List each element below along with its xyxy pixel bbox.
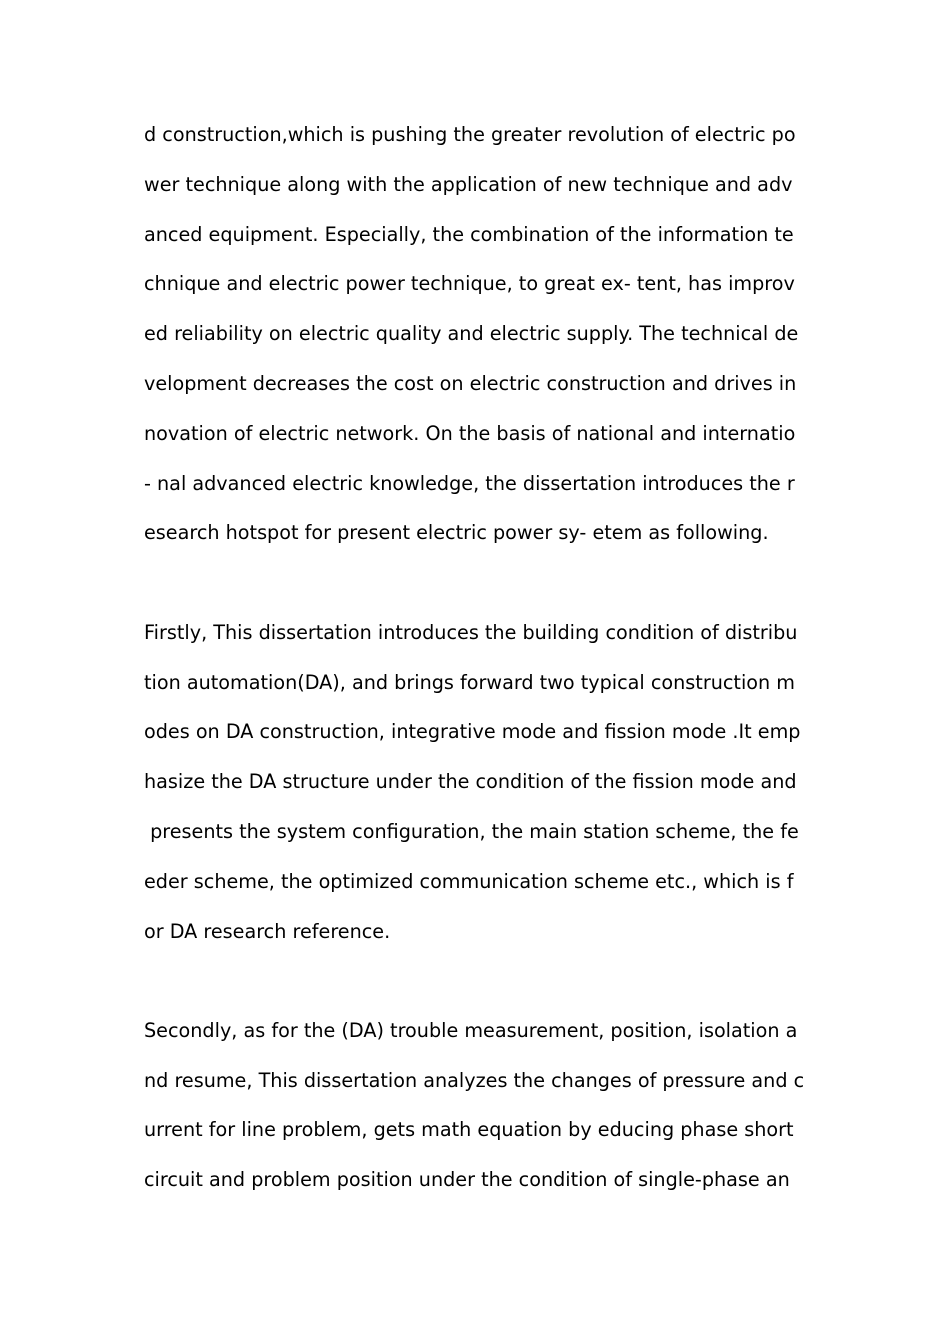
text-line: presents the system configuration, the main station scheme, the fe — [144, 820, 799, 843]
text-line: chnique and electric power technique, to great ex- tent, has improv — [144, 272, 795, 295]
text-line: eder scheme, the optimized communication scheme etc., which is f — [144, 870, 794, 893]
text-line: velopment decreases the cost on electric construction and drives in — [144, 372, 797, 395]
text-line: tion automation(DA), and brings forward two typical construction m — [144, 671, 795, 694]
text-line: or DA research reference. — [144, 920, 391, 943]
text-line: nd resume, This dissertation analyzes the changes of pressure and c — [144, 1069, 805, 1092]
text-line: ed reliability on electric quality and electric supply. The technical de — [144, 322, 799, 345]
text-line: Secondly, as for the (DA) trouble measurement, position, isolation a — [144, 1019, 798, 1042]
text-line: urrent for line problem, gets math equation by educing phase short — [144, 1118, 794, 1141]
text-line: esearch hotspot for present electric power sy- etem as following. — [144, 521, 769, 544]
text-line: odes on DA construction, integrative mode and fission mode .It emp — [144, 720, 801, 743]
text-line: anced equipment. Especially, the combination of the information te — [144, 223, 794, 246]
text-line: d construction,which is pushing the greater revolution of electric po — [144, 123, 796, 146]
text-line: novation of electric network. On the basis of national and internatio — [144, 422, 796, 445]
text-line: wer technique along with the application of new technique and adv — [144, 173, 793, 196]
text-line: hasize the DA structure under the condition of the fission mode and — [144, 770, 797, 793]
text-line: Firstly, This dissertation introduces the building condition of distribu — [144, 621, 798, 644]
text-line: circuit and problem position under the condition of single-phase an — [144, 1168, 790, 1191]
text-line: - nal advanced electric knowledge, the dissertation introduces the r — [144, 472, 795, 495]
